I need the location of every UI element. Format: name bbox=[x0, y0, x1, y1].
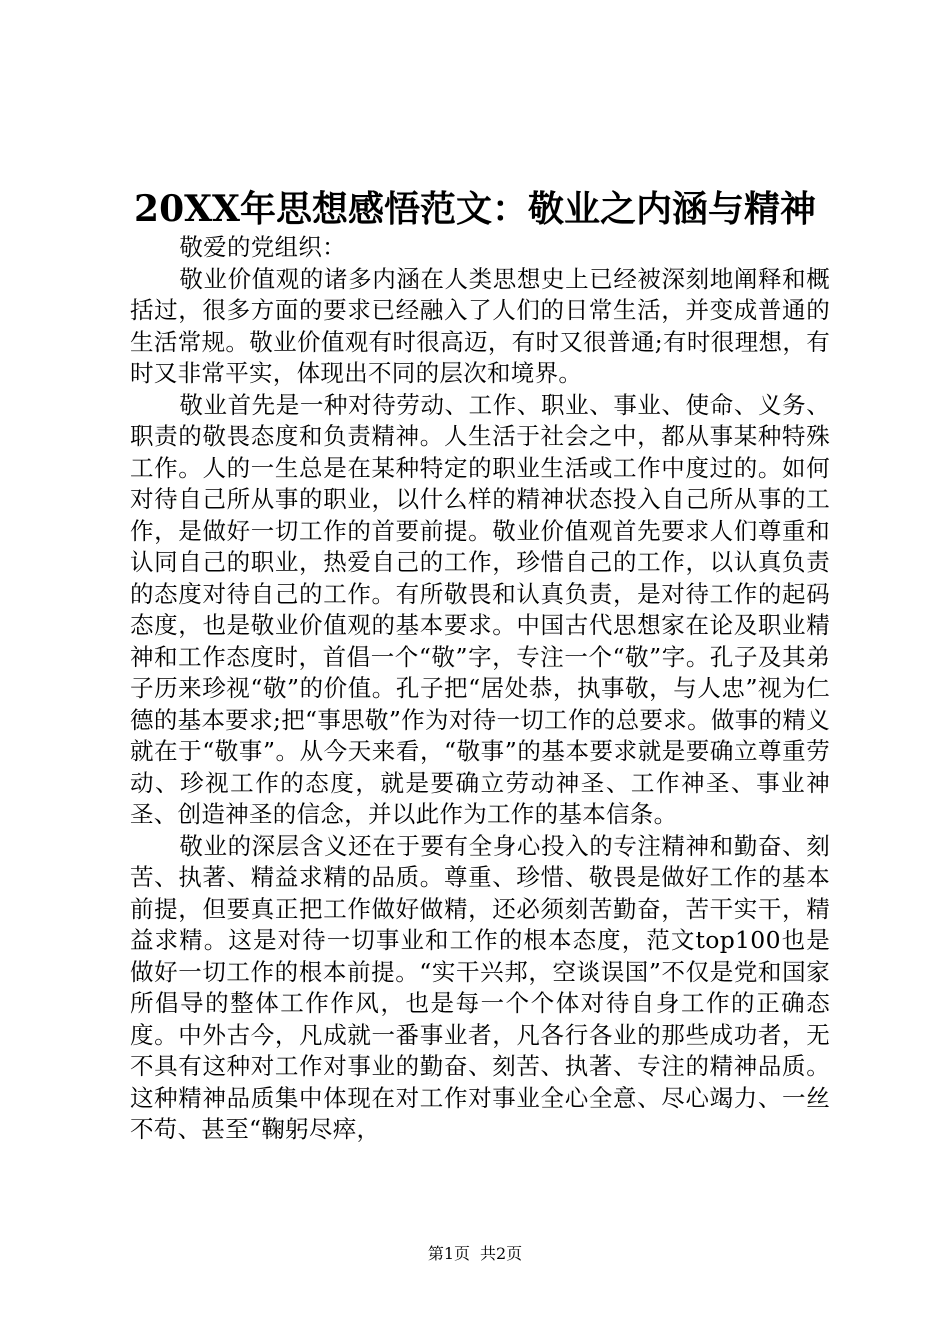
page-title: 20XX年思想感悟范文：敬业之内涵与精神 bbox=[134, 188, 816, 230]
paragraph: 敬业价值观的诸多内涵在人类思想史上已经被深刻地阐释和概括过，很多方面的要求已经融入了人们的日常生活，并变成普通的生活常规。敬业价值观有时很高迈，有时又很普通;有时很理想，有时又非常平实，体现出不同的层次和境界。 bbox=[130, 264, 830, 387]
paragraph: 敬业首先是一种对待劳动、工作、职业、事业、使命、义务、职责的敬畏态度和负责精神。人生活于社会之中，都从事某种特殊工作。人的一生总是在某种特定的职业生活或工作中度过的。如何对待自己所从事的职业，以什么样的精神状态投入自己所从事的工作，是做好一切工作的首要前提。敬业价值观首先要求人们尊重和认同自己的职业，热爱自己的工作，珍惜自己的工作，以认真负责的态度对待自己的工作。有所敬畏和认真负责，是对待工作的起码态度，也是敬业价值观的基本要求。中国古代思想家在论及职业精神和工作态度时，首倡一个“敬”字，专注一个“敬”字。孔子及其弟子历来珍视“敬”的价值。孔子把“居处恭，执事敬，与人忠”视为仁德的基本要求;把“事思敬”作为对待一切工作的总要求。做事的精义就在于“敬事”。从今天来看，“敬事”的基本要求就是要确立尊重劳动、珍视工作的态度，就是要确立劳动神圣、工作神圣、事业神圣、创造神圣的信念，并以此作为工作的基本信条。 bbox=[130, 390, 830, 828]
salutation: 敬爱的党组织： bbox=[179, 233, 346, 261]
page-number: 第1页 bbox=[427, 1244, 470, 1263]
document-body bbox=[130, 232, 830, 1146]
paragraph: 敬业的深层含义还在于要有全身心投入的专注精神和勤奋、刻苦、执著、精益求精的品质。尊重、珍惜、敬畏是做好工作的基本前提，但要真正把工作做好做精，还必须刻苦勤奋，苦干实干，精益求精。这是对待一切事业和工作的根本态度，范文top100也是做好一切工作的根本前提。“实干兴邦，空谈误国”不仅是党和国家所倡导的整体工作作风，也是每一个个体对待自身工作的正确态度。中外古今，凡成就一番事业者，凡各行各业的那些成功者，无不具有这种对工作对事业的勤奋、刻苦、执著、专注的精神品质。这种精神品质集中体现在对工作对事业全心全意、尽心竭力、一丝不苟、甚至“鞠躬尽瘁， bbox=[130, 831, 830, 1143]
page-total: 共2页 bbox=[480, 1244, 523, 1263]
page-footer bbox=[0, 1243, 950, 1265]
